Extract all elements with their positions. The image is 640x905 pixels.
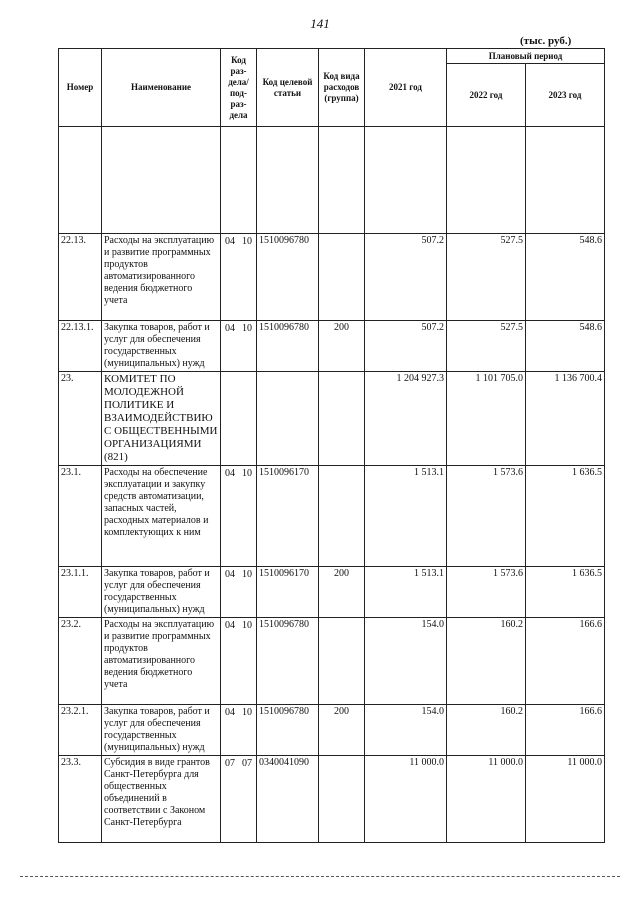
row-2023: 1 636.5 [526, 466, 605, 567]
row-section-code [221, 234, 257, 321]
table-spacer-row [59, 127, 605, 234]
row-2022: 160.2 [447, 705, 526, 756]
row-2021: 507.2 [365, 234, 447, 321]
row-expense-type [319, 372, 365, 466]
row-subsection: 10 [242, 323, 252, 334]
header-2021: 2021 год [365, 49, 447, 127]
row-2022: 160.2 [447, 618, 526, 705]
row-expense-type: 200 [319, 567, 365, 618]
header-2022: 2022 год [447, 64, 526, 127]
row-expense-type [319, 756, 365, 843]
row-2022: 527.5 [447, 234, 526, 321]
row-expense-type: 200 [319, 705, 365, 756]
row-number: 23.2.1. [59, 705, 102, 756]
table-row [59, 618, 605, 705]
header-number: Номер [59, 49, 102, 127]
header-expense-type: Код вида расходов (группа) [319, 49, 365, 127]
row-target: 1510096170 [257, 466, 319, 567]
row-section: 04 [225, 323, 235, 334]
row-2023: 548.6 [526, 234, 605, 321]
row-2022: 1 573.6 [447, 567, 526, 618]
row-expense-type [319, 466, 365, 567]
header-planned-period: Плановый период [447, 49, 605, 64]
row-section-code [221, 466, 257, 567]
row-2023: 166.6 [526, 618, 605, 705]
row-target [257, 372, 319, 466]
row-2023: 11 000.0 [526, 756, 605, 843]
row-2021: 507.2 [365, 321, 447, 372]
row-section-code [221, 321, 257, 372]
row-name: Субсидия в виде грантов Санкт-Петербурга для общественных объединений в соответствии с Законом Санкт-Петербурга [102, 756, 221, 843]
row-target: 1510096780 [257, 321, 319, 372]
row-2022: 527.5 [447, 321, 526, 372]
header-target: Код целевой статьи [257, 49, 319, 127]
row-2021: 1 513.1 [365, 466, 447, 567]
row-2021: 154.0 [365, 705, 447, 756]
row-target: 1510096170 [257, 567, 319, 618]
table-row [59, 372, 605, 466]
row-section: 04 [225, 707, 235, 718]
row-subsection: 10 [242, 620, 252, 631]
row-number: 23.1.1. [59, 567, 102, 618]
row-2021: 11 000.0 [365, 756, 447, 843]
row-subsection: 07 [242, 758, 252, 769]
header-section: Код раз-дела/ под-раз-дела [221, 49, 257, 127]
row-section-code [221, 372, 257, 466]
budget-table [58, 48, 605, 843]
row-2023: 1 636.5 [526, 567, 605, 618]
row-section: 04 [225, 620, 235, 631]
table-row [59, 567, 605, 618]
header-name: Наименование [102, 49, 221, 127]
row-number: 23.2. [59, 618, 102, 705]
row-section-code [221, 618, 257, 705]
row-name: КОМИТЕТ ПО МОЛОДЕЖНОЙ ПОЛИТИКЕ И ВЗАИМОДЕЙСТВИЮ С ОБЩЕСТВЕННЫМИ ОРГАНИЗАЦИЯМИ (821) [102, 372, 221, 466]
row-number: 23. [59, 372, 102, 466]
row-name: Закупка товаров, работ и услуг для обеспечения государственных (муниципальных) нужд [102, 567, 221, 618]
row-2021: 154.0 [365, 618, 447, 705]
row-2021: 1 513.1 [365, 567, 447, 618]
row-2023: 548.6 [526, 321, 605, 372]
row-section-code [221, 756, 257, 843]
row-name: Расходы на эксплуатацию и развитие программных продуктов автоматизированного ведения бюджетного учета [102, 234, 221, 321]
row-section: 04 [225, 236, 235, 247]
row-section-code [221, 705, 257, 756]
row-expense-type [319, 618, 365, 705]
row-section: 04 [225, 468, 235, 479]
units-label: (тыс. руб.) [520, 35, 572, 47]
row-name: Расходы на эксплуатацию и развитие программных продуктов автоматизированного ведения бюджетного учета [102, 618, 221, 705]
row-subsection: 10 [242, 707, 252, 718]
table-row [59, 466, 605, 567]
row-number: 22.13.1. [59, 321, 102, 372]
row-subsection: 10 [242, 569, 252, 580]
row-target: 1510096780 [257, 705, 319, 756]
row-section: 07 [225, 758, 235, 769]
row-number: 23.1. [59, 466, 102, 567]
row-target: 1510096780 [257, 618, 319, 705]
row-section-code [221, 567, 257, 618]
table-row [59, 756, 605, 843]
row-subsection: 10 [242, 236, 252, 247]
row-2022: 11 000.0 [447, 756, 526, 843]
row-2023: 1 136 700.4 [526, 372, 605, 466]
page-number: 141 [310, 16, 330, 31]
row-name: Закупка товаров, работ и услуг для обеспечения государственных (муниципальных) нужд [102, 321, 221, 372]
row-expense-type [319, 234, 365, 321]
row-section: 04 [225, 569, 235, 580]
table-row [59, 321, 605, 372]
table-row [59, 234, 605, 321]
row-number: 23.3. [59, 756, 102, 843]
row-expense-type: 200 [319, 321, 365, 372]
table-row [59, 705, 605, 756]
row-2022: 1 101 705.0 [447, 372, 526, 466]
row-target: 0340041090 [257, 756, 319, 843]
row-subsection: 10 [242, 468, 252, 479]
row-name: Расходы на обеспечение эксплуатации и закупку средств автоматизации, запасных частей, расходных материалов и комплектующих к ним [102, 466, 221, 567]
row-target: 1510096780 [257, 234, 319, 321]
row-2021: 1 204 927.3 [365, 372, 447, 466]
row-name: Закупка товаров, работ и услуг для обеспечения государственных (муниципальных) нужд [102, 705, 221, 756]
footer-divider [20, 876, 620, 877]
row-number: 22.13. [59, 234, 102, 321]
header-2023: 2023 год [526, 64, 605, 127]
row-2022: 1 573.6 [447, 466, 526, 567]
row-2023: 166.6 [526, 705, 605, 756]
